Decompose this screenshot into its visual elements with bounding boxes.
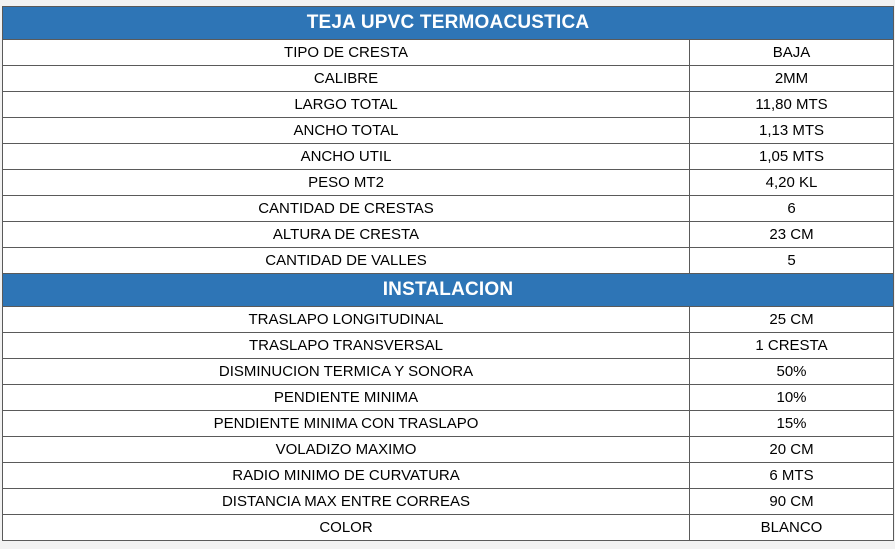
table-row: [3, 66, 894, 92]
section-title: INSTALACION: [3, 274, 894, 307]
row-label: ANCHO TOTAL: [3, 118, 690, 144]
table-row: [3, 170, 894, 196]
table-row: [3, 359, 894, 385]
table-row: [3, 248, 894, 274]
row-value: 1 CRESTA: [690, 333, 894, 359]
table-row: [3, 333, 894, 359]
table-row: [3, 40, 894, 66]
row-label: COLOR: [3, 515, 690, 541]
row-value: 23 CM: [690, 222, 894, 248]
row-value: 6 MTS: [690, 463, 894, 489]
row-label: PENDIENTE MINIMA: [3, 385, 690, 411]
row-label: PESO MT2: [3, 170, 690, 196]
row-value: 90 CM: [690, 489, 894, 515]
row-value: 6: [690, 196, 894, 222]
row-label: CALIBRE: [3, 66, 690, 92]
table-row: [3, 92, 894, 118]
row-value: 1,13 MTS: [690, 118, 894, 144]
row-value: 15%: [690, 411, 894, 437]
row-value: 25 CM: [690, 307, 894, 333]
row-label: ALTURA DE CRESTA: [3, 222, 690, 248]
row-label: VOLADIZO MAXIMO: [3, 437, 690, 463]
row-label: TIPO DE CRESTA: [3, 40, 690, 66]
section-title: TEJA UPVC TERMOACUSTICA: [3, 7, 894, 40]
table-row: [3, 222, 894, 248]
table-row: [3, 463, 894, 489]
row-label: LARGO TOTAL: [3, 92, 690, 118]
table-row: [3, 515, 894, 541]
table-row: [3, 144, 894, 170]
section-header-teja: [3, 7, 894, 40]
row-label: RADIO MINIMO DE CURVATURA: [3, 463, 690, 489]
row-value: BLANCO: [690, 515, 894, 541]
table-row: [3, 307, 894, 333]
row-value: 1,05 MTS: [690, 144, 894, 170]
row-value: 50%: [690, 359, 894, 385]
section-header-instalacion: [3, 274, 894, 307]
row-value: BAJA: [690, 40, 894, 66]
row-label: TRASLAPO LONGITUDINAL: [3, 307, 690, 333]
row-label: ANCHO UTIL: [3, 144, 690, 170]
row-label: CANTIDAD DE CRESTAS: [3, 196, 690, 222]
row-value: 2MM: [690, 66, 894, 92]
table-row: [3, 196, 894, 222]
table-row: [3, 118, 894, 144]
row-label: DISMINUCION TERMICA Y SONORA: [3, 359, 690, 385]
spec-table: [2, 6, 894, 541]
row-label: CANTIDAD DE VALLES: [3, 248, 690, 274]
row-value: 10%: [690, 385, 894, 411]
table-row: [3, 385, 894, 411]
table-row: [3, 437, 894, 463]
row-value: 20 CM: [690, 437, 894, 463]
table-row: [3, 489, 894, 515]
row-value: 4,20 KL: [690, 170, 894, 196]
row-label: PENDIENTE MINIMA CON TRASLAPO: [3, 411, 690, 437]
row-label: DISTANCIA MAX ENTRE CORREAS: [3, 489, 690, 515]
row-value: 11,80 MTS: [690, 92, 894, 118]
row-label: TRASLAPO TRANSVERSAL: [3, 333, 690, 359]
row-value: 5: [690, 248, 894, 274]
table-row: [3, 411, 894, 437]
